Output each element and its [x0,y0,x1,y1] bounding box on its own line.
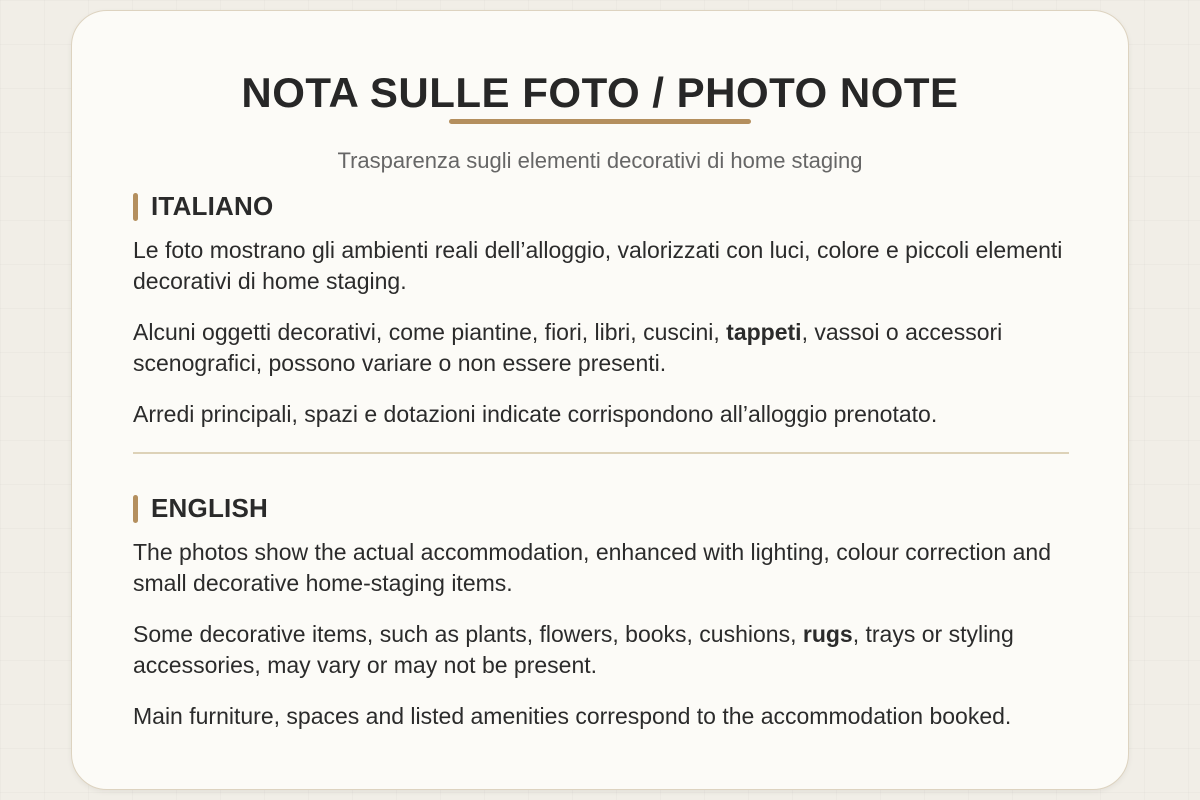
italiano-p2-emphasis: tappeti [726,319,802,345]
section-divider [133,452,1069,454]
page-subtitle: Trasparenza sugli elementi decorativi di home staging [337,148,863,173]
title-underline [449,119,751,124]
photo-note-card [71,10,1129,790]
section-header-english [133,493,268,524]
italiano-p2-text-before: Alcuni oggetti decorativi, come piantine, fiori, libri, cuscini, [133,319,727,345]
italiano-p2-text-after: , vassoi o accessori scenografici, possono variare o non essere presenti. [133,319,1003,376]
section-title-english: ENGLISH [151,493,268,523]
section-accent-bar [133,193,138,221]
italiano-paragraph-1: Le foto mostrano gli ambienti reali dell’alloggio, valorizzati con luci, colore e piccoli elementi decorativi di home staging. [133,237,1063,294]
english-paragraph-2 [133,619,1073,681]
english-p2-emphasis: rugs [802,621,853,647]
english-p2-text-before: Some decorative items, such as plants, flowers, books, cushions, [133,621,803,647]
english-paragraph-1: The photos show the actual accommodation, enhanced with lighting, colour correction and small decorative home-staging items. [133,539,1051,596]
english-paragraph-3: Main furniture, spaces and listed amenities correspond to the accommodation booked. [133,703,1012,729]
italiano-paragraph-2 [133,317,1073,379]
section-header-italiano [133,191,273,222]
page-title: NOTA SULLE FOTO / PHOTO NOTE [241,69,959,116]
italiano-paragraph-3: Arredi principali, spazi e dotazioni indicate corrispondono all’alloggio prenotato. [133,401,938,427]
section-title-italiano: ITALIANO [151,191,274,221]
section-accent-bar [133,495,138,523]
english-p2-text-after: , trays or styling accessories, may vary or may not be present. [133,621,1014,678]
